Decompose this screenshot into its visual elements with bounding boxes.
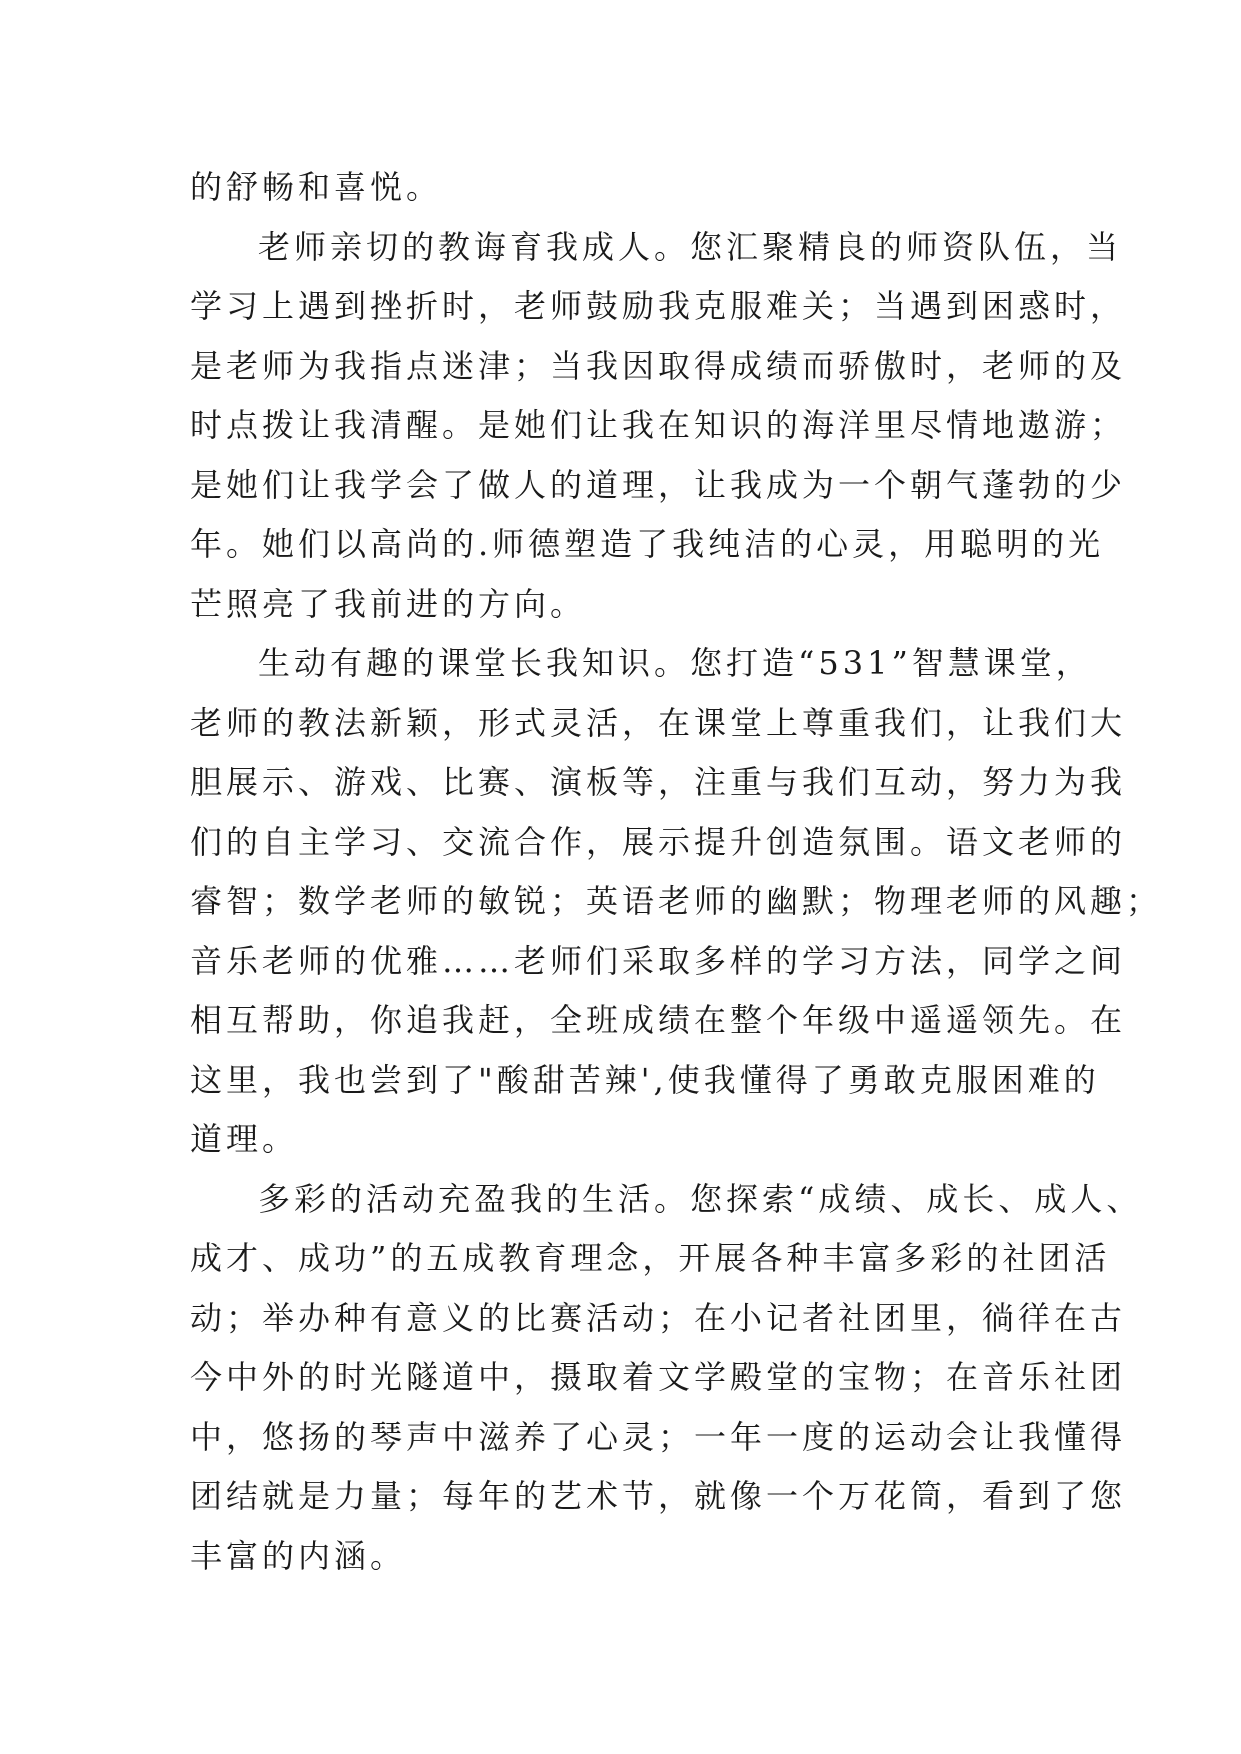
text-line: 学习上遇到挫折时，老师鼓励我克服难关；当遇到困惑时， <box>190 287 1127 325</box>
text-line: 成才、成功”的五成教育理念，开展各种丰富多彩的社团活 <box>190 1239 1111 1277</box>
text-line: 多彩的活动充盈我的生活。您探索“成绩、成长、成人、 <box>258 1179 1143 1218</box>
text-line: 道理。 <box>190 1120 299 1158</box>
text-line: 音乐老师的优雅……老师们采取多样的学习方法，同学之间 <box>190 941 1127 980</box>
paragraph <box>190 634 1163 1170</box>
text-line: 相互帮助，你追我赶，全班成绩在整个年级中遥遥领先。在 <box>190 1001 1127 1039</box>
text-line: 动；举办种有意义的比赛活动；在小记者社团里，徜徉在古 <box>190 1298 1127 1337</box>
text-line: 团结就是力量；每年的艺术节，就像一个万花筒，看到了您 <box>190 1477 1127 1515</box>
text-line: 芒照亮了我前进的方向。 <box>190 584 587 623</box>
paragraph <box>190 1170 1143 1587</box>
text-line: 胆展示、游戏、比赛、演板等，注重与我们互动，努力为我 <box>190 763 1127 801</box>
text-line: 中，悠扬的琴声中滋养了心灵；一年一度的运动会让我懂得 <box>190 1417 1127 1456</box>
paragraph <box>190 158 1050 218</box>
text-line: 老师的教法新颖，形式灵活，在课堂上尊重我们，让我们大 <box>190 703 1127 742</box>
text-line: 年。她们以高尚的.师德塑造了我纯洁的心灵，用聪明的光 <box>190 525 1105 563</box>
text-line: 丰富的内涵。 <box>190 1536 407 1575</box>
text-line: 是老师为我指点迷津；当我因取得成绩而骄傲时，老师的及 <box>190 346 1127 385</box>
document-body <box>190 158 1163 1586</box>
text-line: 时点拨让我清醒。是她们让我在知识的海洋里尽情地遨游； <box>190 406 1127 444</box>
text-line: 们的自主学习、交流合作，展示提升创造氛围。语文老师的 <box>190 822 1127 861</box>
text-line: 老师亲切的教诲育我成人。您汇聚精良的师资队伍，当 <box>258 227 1123 266</box>
text-line: 今中外的时光隧道中，摄取着文学殿堂的宝物；在音乐社团 <box>190 1358 1127 1396</box>
text-line: 这里，我也尝到了"酸甜苦辣',使我懂得了勇敢克服困难的 <box>190 1060 1100 1099</box>
paragraph <box>190 218 1127 635</box>
text-line: 睿智；数学老师的敏锐；英语老师的幽默；物理老师的风趣； <box>190 882 1163 920</box>
text-line: 生动有趣的课堂长我知识。您打造“531”智慧课堂， <box>258 644 1092 682</box>
text-line: 是她们让我学会了做人的道理，让我成为一个朝气蓬勃的少 <box>190 465 1127 504</box>
text-line: 的舒畅和喜悦。 <box>190 168 443 206</box>
